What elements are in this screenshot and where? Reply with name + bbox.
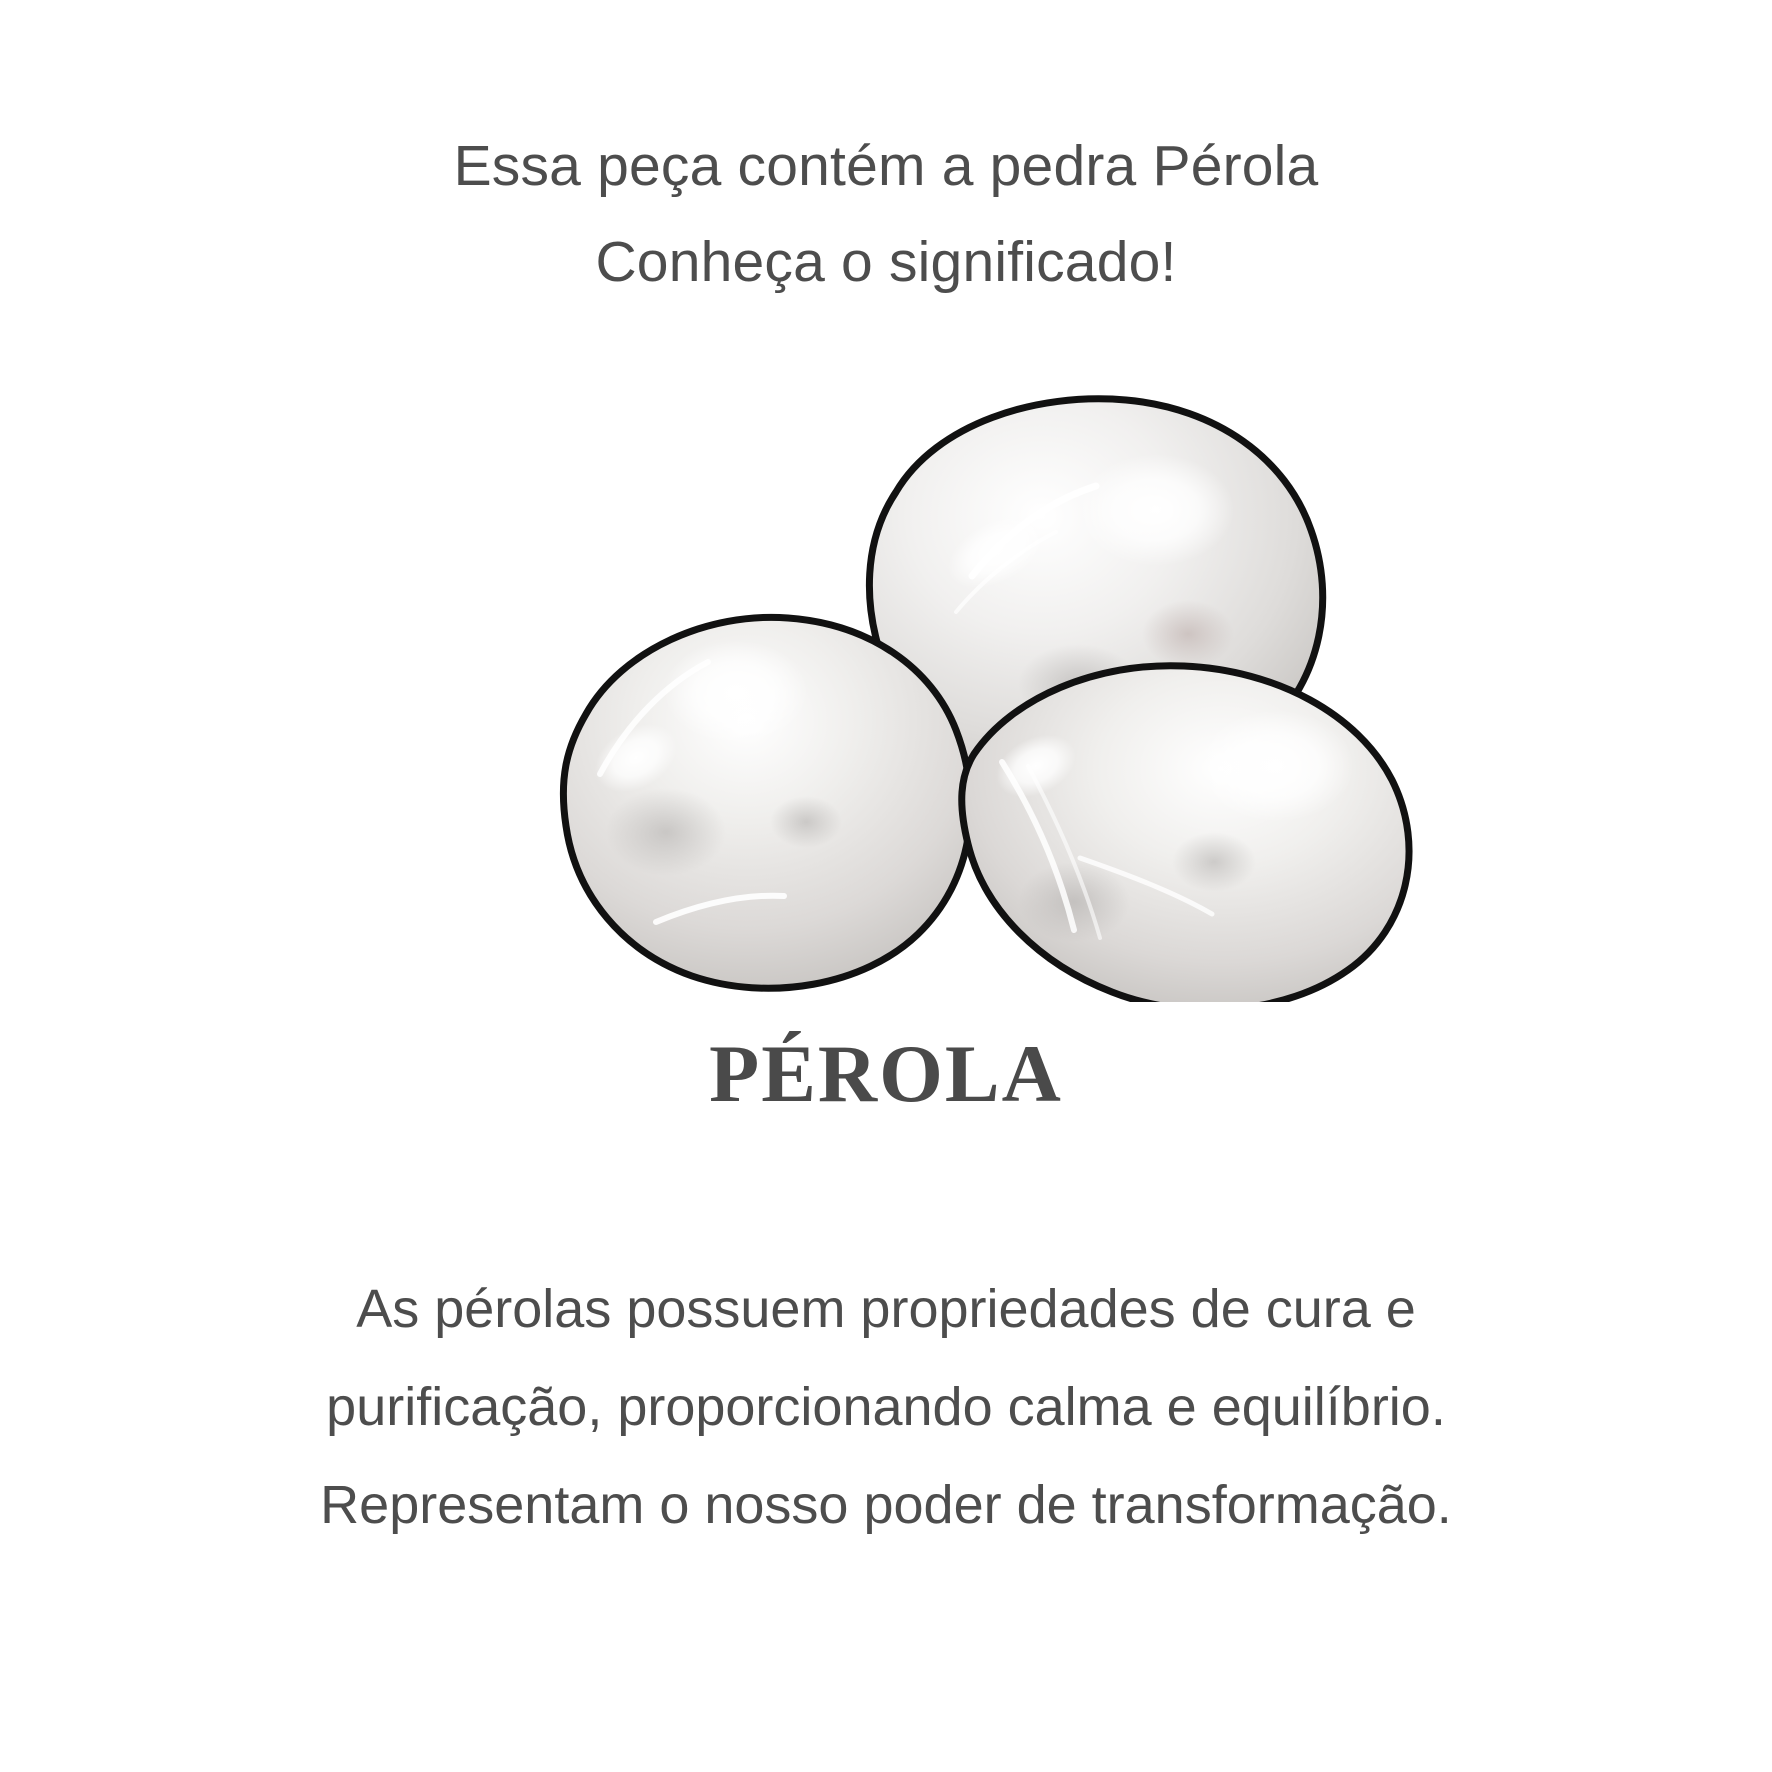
pearl-right-shape	[962, 666, 1409, 1002]
stone-name: PÉROLA	[709, 1028, 1063, 1119]
header-line-1: Essa peça contém a pedra Pérola	[453, 134, 1319, 198]
description-line-2: purificação, proporcionando calma e equilíbrio.	[326, 1377, 1446, 1437]
description-block	[106, 1260, 1666, 1554]
header-block	[0, 118, 1772, 310]
header-line-2: Conheça o significado!	[595, 230, 1177, 294]
pearl-illustration	[336, 362, 1436, 1002]
description-line-1: As pérolas possuem propriedades de cura e	[356, 1279, 1416, 1339]
pearl-left-shape	[563, 617, 970, 988]
description-line-3: Representam o nosso poder de transformação.	[320, 1475, 1452, 1535]
